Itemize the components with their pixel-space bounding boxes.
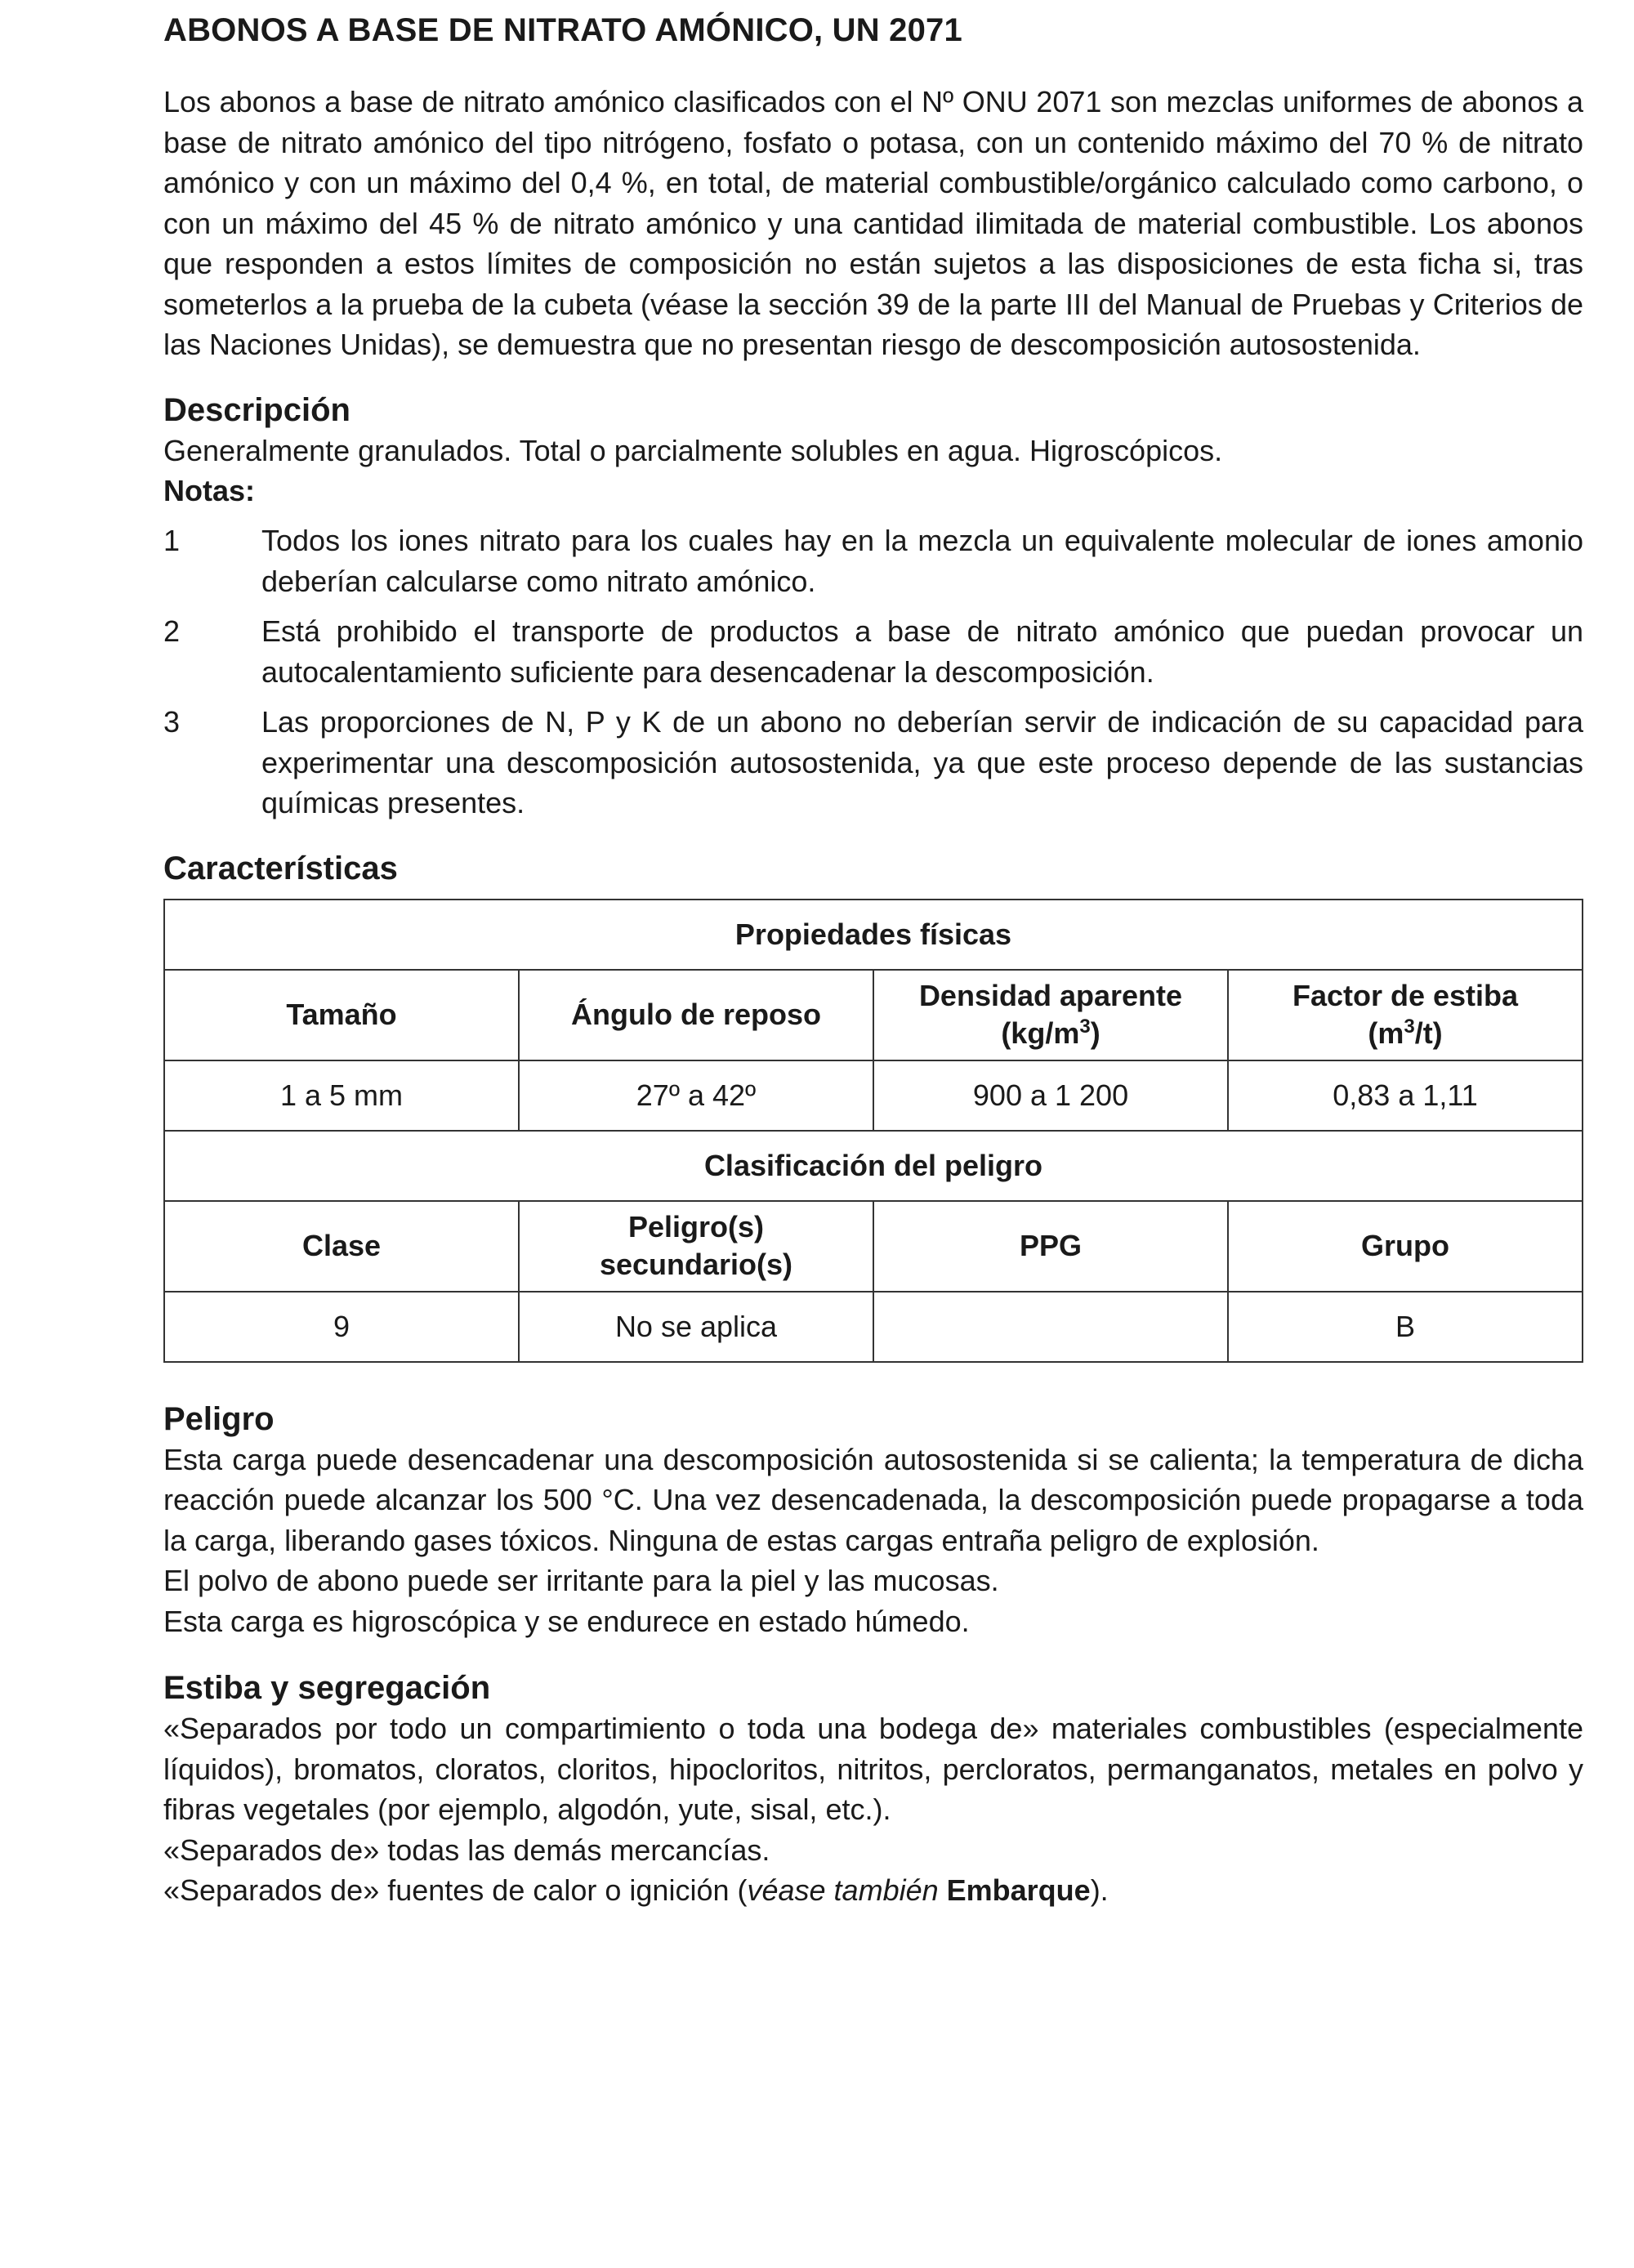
note-number: 3 — [163, 705, 181, 739]
hazard-section — [163, 1399, 1583, 1642]
hazard-paragraph: El polvo de abono puede ser irritante para la piel y las mucosas. — [163, 1564, 999, 1597]
see-also-text: véase también — [747, 1873, 939, 1907]
class-value: 9 — [164, 1292, 519, 1362]
properties-table — [163, 899, 1583, 1363]
note-number: 1 — [163, 524, 181, 557]
characteristics-heading: Características — [163, 850, 398, 886]
note-number: 2 — [163, 614, 181, 648]
density-unit-post: ) — [1090, 1016, 1100, 1050]
density-value: 900 a 1 200 — [873, 1060, 1228, 1131]
note-item — [163, 611, 1583, 692]
embarque-reference: Embarque — [946, 1873, 1091, 1907]
hazard-heading: Peligro — [163, 1400, 275, 1437]
hazard-classification-title: Clasificación del peligro — [164, 1131, 1583, 1201]
class-header: Clase — [164, 1201, 519, 1292]
group-value: B — [1228, 1292, 1583, 1362]
density-header — [873, 970, 1228, 1060]
density-header-label: Densidad aparente — [918, 979, 1183, 1012]
stowage-unit-exponent: 3 — [1404, 1016, 1415, 1038]
stowage-section — [163, 1668, 1583, 1911]
description-text: Generalmente granulados. Total o parcialmente solubles en agua. Higroscópicos. — [163, 433, 1223, 467]
subsidiary-header-line1: Peligro(s) — [627, 1210, 765, 1243]
note-text: Todos los iones nitrato para los cuales hay en la mezcla un equivalente molecular de iones amonio deberían calcularse como nitrato amónico. — [261, 524, 1583, 598]
description-section — [163, 390, 1583, 824]
stowage-paragraph: «Separados de» todas las demás mercancías. — [163, 1833, 770, 1867]
note-text: Las proporciones de N, P y K de un abono no deberían servir de indicación de su capacidad para experimentar una descomposición autosostenida, ya que este proceso depende de las sustancias químicas presentes. — [261, 705, 1583, 819]
angle-header: Ángulo de reposo — [519, 970, 873, 1060]
stowage-last-text: «Separados de» fuentes de calor o ignición ( — [163, 1873, 748, 1907]
note-text: Está prohibido el transporte de productos a base de nitrato amónico que puedan provocar un autocalentamiento suficiente para desencadenar la descomposición. — [261, 614, 1583, 689]
ppg-header: PPG — [873, 1201, 1228, 1292]
note-item — [163, 702, 1583, 824]
ppg-value — [873, 1292, 1228, 1362]
stowage-last-close: ). — [1090, 1873, 1109, 1907]
stowage-paragraph-last — [163, 1870, 1583, 1911]
stowage-factor-value: 0,83 a 1,11 — [1228, 1060, 1583, 1131]
subsidiary-hazard-header — [519, 1201, 873, 1292]
physical-properties-title: Propiedades físicas — [164, 900, 1583, 970]
stowage-unit-pre: (m — [1368, 1016, 1404, 1050]
subsidiary-hazard-value: No se aplica — [519, 1292, 873, 1362]
page-title: ABONOS A BASE DE NITRATO AMÓNICO, UN 2071 — [163, 12, 962, 48]
stowage-factor-label: Factor de estiba — [1292, 979, 1519, 1012]
notes-label: Notas: — [163, 474, 256, 507]
hazard-paragraph: Esta carga puede desencadenar una descomposición autosostenida si se calienta; la temperatura de dicha reacción puede alcanzar los 500 °C. Una vez desencadenada, la descomposición puede propagarse a toda la carga, liberando gases tóxicos. Ninguna de estas cargas entraña peligro de explosión. — [163, 1442, 1583, 1557]
document-content — [163, 11, 1583, 1911]
hazard-paragraph: Esta carga es higroscópica y se endurece en estado húmedo. — [163, 1604, 970, 1638]
stowage-unit-post: /t) — [1414, 1016, 1443, 1050]
stowage-paragraph: «Separados por todo un compartimiento o toda una bodega de» materiales combustibles (especialmente líquidos), bromatos, cloratos, cloritos, hipocloritos, nitritos, percloratos, permanganatos, metales en polvo y fibras vegetales (por ejemplo, algodón, yute, sisal, etc.). — [163, 1712, 1583, 1826]
intro-paragraph: Los abonos a base de nitrato amónico clasificados con el Nº ONU 2071 son mezclas uniformes de abonos a base de nitrato amónico del tipo nitrógeno, fosfato o potasa, con un contenido máximo del 70 % de nitrato amónico y con un máximo del 0,4 %, en total, de material combustible/orgánico calculado como carbono, o con un máximo del 45 % de nitrato amónico y una cantidad ilimitada de material combustible. Los abonos que responden a estos límites de composición no están sujetos a las disposiciones de esta ficha si, tras someterlos a la prueba de la cubeta (véase la sección 39 de la parte III del Manual de Pruebas y Criterios de las Naciones Unidas), se demuestra que no presentan riesgo de descomposición autosostenida. — [163, 85, 1583, 361]
stowage-factor-header — [1228, 970, 1583, 1060]
note-item — [163, 520, 1583, 601]
density-unit-pre: (kg/m — [1001, 1016, 1080, 1050]
subsidiary-header-line2: secundario(s) — [599, 1248, 793, 1281]
size-value: 1 a 5 mm — [164, 1060, 519, 1131]
group-header: Grupo — [1228, 1201, 1583, 1292]
density-unit-exponent: 3 — [1079, 1016, 1091, 1038]
characteristics-section — [163, 848, 1583, 1363]
stowage-heading: Estiba y segregación — [163, 1670, 491, 1706]
description-heading: Descripción — [163, 391, 350, 428]
stowage-last-space — [939, 1873, 947, 1907]
size-header: Tamaño — [164, 970, 519, 1060]
angle-value: 27º a 42º — [519, 1060, 873, 1131]
